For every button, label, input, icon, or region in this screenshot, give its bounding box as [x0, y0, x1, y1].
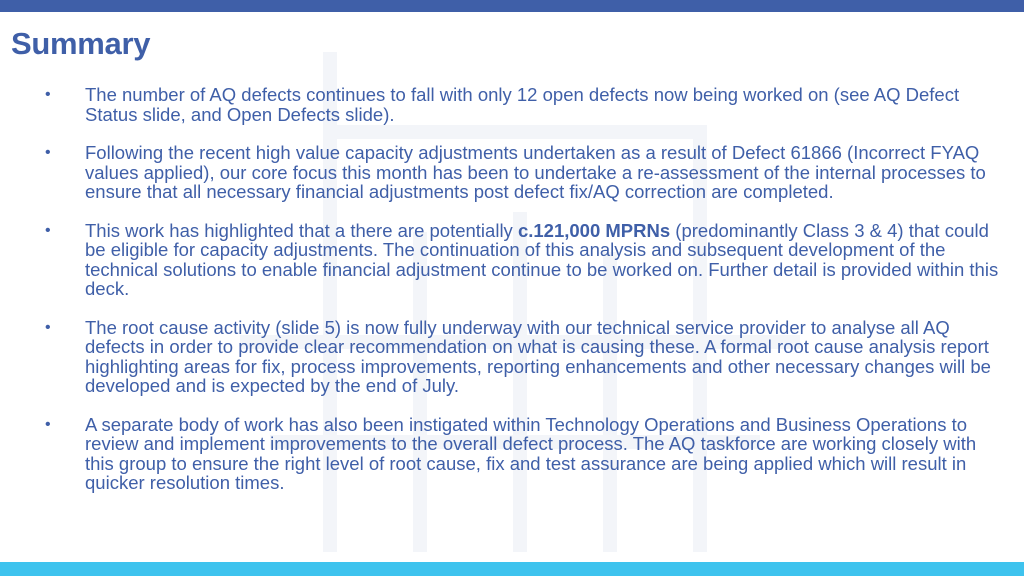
- bullet-item: [0, 415, 1024, 493]
- bullet-item: [0, 221, 1024, 299]
- mprn-count-highlight: c.121,000 MPRNs: [517, 219, 671, 241]
- bullet-text: The root cause activity (slide 5) is now fully underway with our technical service provider to analyse all AQ defects in order to provide clear recommendation on what is causing these. A formal root cause analysis report highlighting areas for fix, process improvements, reporting enhancements and other necessary changes will be developed and is expected by the end of July.: [85, 316, 991, 396]
- bullet-marker: •: [45, 221, 51, 239]
- bullet-marker: •: [45, 415, 51, 433]
- bullet-item: [0, 143, 1024, 202]
- summary-bullet-list: [0, 85, 1024, 512]
- bullet-text: Following the recent high value capacity adjustments undertaken as a result of Defect 61866 (Incorrect FYAQ values applied), our core focus this month has been to undertake a re-assessment of the internal processes to ensure that all necessary financial adjustments post defect fix/AQ correction are completed.: [85, 142, 986, 202]
- bullet-marker: •: [45, 144, 51, 161]
- bullet-text: The number of AQ defects continues to fall with only 12 open defects now being worked on (see AQ Defect Status slide, and Open Defects slide).: [85, 84, 960, 125]
- bottom-accent-bar: [0, 562, 1024, 576]
- bullet-text-tail: (predominantly Class 3 & 4) that could be eligible for capacity adjustments. The continuation of this analysis and subsequent development of the technical solutions to enable financial adjustment continue to be worked on. Further detail is provided within this deck.: [85, 219, 999, 299]
- bullet-marker: •: [45, 318, 51, 336]
- bullet-marker: •: [45, 86, 51, 103]
- bullet-text-lead: This work has highlighted that a there are potentially: [85, 219, 518, 241]
- bullet-item: [0, 318, 1024, 396]
- bullet-item: [0, 85, 1024, 124]
- top-accent-bar: [0, 0, 1024, 12]
- bullet-text: A separate body of work has also been instigated within Technology Operations and Business Operations to review and implement improvements to the overall defect process. The AQ taskforce are working closely with this group to ensure the right level of root cause, fix and test assurance are being applied which will result in quicker resolution times.: [85, 413, 977, 493]
- bullet-text: [85, 221, 1000, 299]
- slide-title: Summary: [11, 26, 151, 61]
